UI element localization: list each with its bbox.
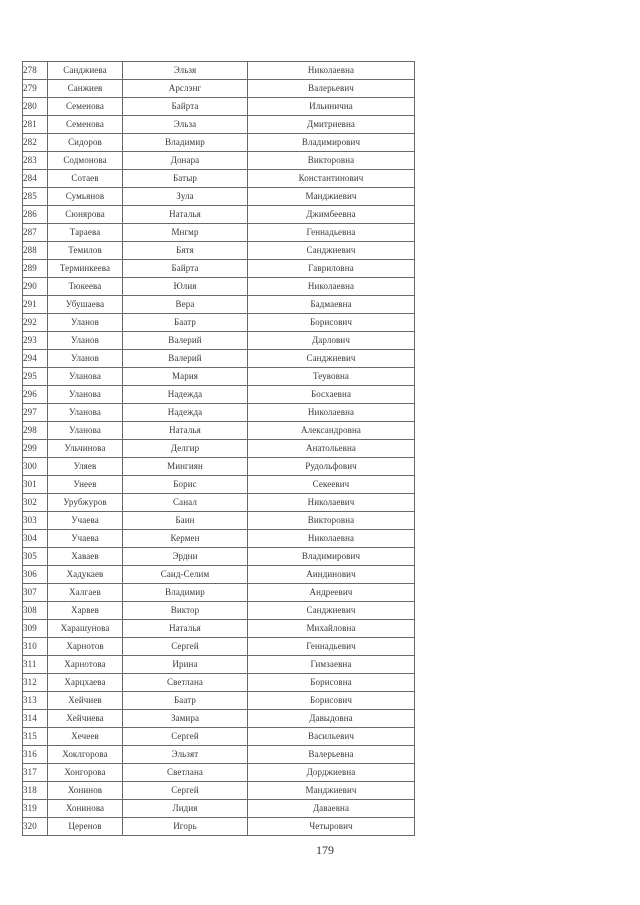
first-name-cell: Сергей [123,638,248,656]
table-row [23,476,415,494]
surname-cell: Содмонова [48,152,123,170]
surname-cell: Уланов [48,350,123,368]
patronymic-cell: Николаевна [248,62,415,80]
table-row [23,134,415,152]
row-number: 305 [23,548,48,566]
first-name-cell: Лидия [123,800,248,818]
surname-cell: Ульчинова [48,440,123,458]
patronymic-cell: Давыдовна [248,710,415,728]
patronymic-cell: Манджиевич [248,188,415,206]
surname-cell: Сидоров [48,134,123,152]
patronymic-cell: Викторовна [248,512,415,530]
first-name-cell: Байрта [123,260,248,278]
first-name-cell: Надежда [123,386,248,404]
first-name-cell: Юлия [123,278,248,296]
table-row [23,404,415,422]
patronymic-cell: Гимзаевна [248,656,415,674]
patronymic-cell: Андреевич [248,584,415,602]
surname-cell: Уланова [48,422,123,440]
table-row [23,314,415,332]
first-name-cell: Баин [123,512,248,530]
patronymic-cell: Санджиевич [248,242,415,260]
row-number: 311 [23,656,48,674]
surname-cell: Уланов [48,314,123,332]
patronymic-cell: Гавриловна [248,260,415,278]
patronymic-cell: Николаевна [248,278,415,296]
row-number: 314 [23,710,48,728]
first-name-cell: Эльзя [123,62,248,80]
patronymic-cell: Александровна [248,422,415,440]
table-row [23,728,415,746]
surname-cell: Харнотов [48,638,123,656]
table-row [23,188,415,206]
surname-cell: Хаваев [48,548,123,566]
table-row [23,242,415,260]
row-number: 297 [23,404,48,422]
first-name-cell: Замира [123,710,248,728]
patronymic-cell: Босхаевна [248,386,415,404]
row-number: 283 [23,152,48,170]
table-row [23,350,415,368]
first-name-cell: Байрта [123,98,248,116]
first-name-cell: Эльзят [123,746,248,764]
patronymic-cell: Ильинична [248,98,415,116]
first-name-cell: Наталья [123,422,248,440]
row-number: 298 [23,422,48,440]
patronymic-cell: Джимбеевна [248,206,415,224]
surname-cell: Хонгорова [48,764,123,782]
row-number: 303 [23,512,48,530]
table-row [23,98,415,116]
table-row [23,566,415,584]
first-name-cell: Борис [123,476,248,494]
row-number: 313 [23,692,48,710]
surname-cell: Урубжуров [48,494,123,512]
row-number: 281 [23,116,48,134]
table-row [23,62,415,80]
row-number: 301 [23,476,48,494]
row-number: 299 [23,440,48,458]
roster-table-body [23,62,415,836]
patronymic-cell: Николаевна [248,530,415,548]
patronymic-cell: Михайловна [248,620,415,638]
first-name-cell: Виктор [123,602,248,620]
table-row [23,386,415,404]
surname-cell: Церенов [48,818,123,836]
patronymic-cell: Владимирович [248,134,415,152]
surname-cell: Темилов [48,242,123,260]
row-number: 295 [23,368,48,386]
table-row [23,602,415,620]
surname-cell: Унеев [48,476,123,494]
patronymic-cell: Валерьевич [248,80,415,98]
first-name-cell: Эрдни [123,548,248,566]
surname-cell: Сотаев [48,170,123,188]
first-name-cell: Мнгмр [123,224,248,242]
row-number: 307 [23,584,48,602]
table-row [23,80,415,98]
row-number: 284 [23,170,48,188]
table-row [23,620,415,638]
row-number: 292 [23,314,48,332]
first-name-cell: Ирина [123,656,248,674]
row-number: 291 [23,296,48,314]
table-row [23,260,415,278]
first-name-cell: Арслэнг [123,80,248,98]
first-name-cell: Делгир [123,440,248,458]
row-number: 316 [23,746,48,764]
row-number: 308 [23,602,48,620]
table-row [23,692,415,710]
patronymic-cell: Владимирович [248,548,415,566]
patronymic-cell: Борисович [248,692,415,710]
first-name-cell: Зула [123,188,248,206]
row-number: 304 [23,530,48,548]
first-name-cell: Владимир [123,584,248,602]
row-number: 278 [23,62,48,80]
surname-cell: Учаева [48,512,123,530]
surname-cell: Халгаев [48,584,123,602]
table-row [23,512,415,530]
patronymic-cell: Борисовна [248,674,415,692]
first-name-cell: Наталья [123,620,248,638]
first-name-cell: Владимир [123,134,248,152]
surname-cell: Уланов [48,332,123,350]
row-number: 315 [23,728,48,746]
first-name-cell: Кермен [123,530,248,548]
patronymic-cell: Санджиевич [248,602,415,620]
table-row [23,458,415,476]
table-row [23,224,415,242]
surname-cell: Терминкеева [48,260,123,278]
patronymic-cell: Николаевич [248,494,415,512]
table-row [23,656,415,674]
row-number: 286 [23,206,48,224]
row-number: 310 [23,638,48,656]
patronymic-cell: Аиндинович [248,566,415,584]
table-row [23,422,415,440]
patronymic-cell: Васильевич [248,728,415,746]
roster-table [22,61,415,836]
table-row [23,782,415,800]
table-row [23,638,415,656]
table-row [23,674,415,692]
surname-cell: Хейчиев [48,692,123,710]
surname-cell: Хоклгорова [48,746,123,764]
table-row [23,746,415,764]
table-row [23,584,415,602]
first-name-cell: Светлана [123,764,248,782]
patronymic-cell: Манджиевич [248,782,415,800]
table-row [23,170,415,188]
first-name-cell: Сергей [123,782,248,800]
patronymic-cell: Дорджиевна [248,764,415,782]
row-number: 279 [23,80,48,98]
surname-cell: Учаева [48,530,123,548]
patronymic-cell: Теувовна [248,368,415,386]
surname-cell: Семенова [48,116,123,134]
row-number: 312 [23,674,48,692]
row-number: 319 [23,800,48,818]
table-row [23,296,415,314]
patronymic-cell: Дмитриевна [248,116,415,134]
surname-cell: Хонинов [48,782,123,800]
patronymic-cell: Секеевич [248,476,415,494]
row-number: 300 [23,458,48,476]
surname-cell: Санжиев [48,80,123,98]
first-name-cell: Валерий [123,332,248,350]
patronymic-cell: Четырович [248,818,415,836]
surname-cell: Сумьянов [48,188,123,206]
table-row [23,800,415,818]
surname-cell: Уляев [48,458,123,476]
surname-cell: Хадукаев [48,566,123,584]
patronymic-cell: Даваевна [248,800,415,818]
table-row [23,818,415,836]
row-number: 306 [23,566,48,584]
patronymic-cell: Геннадьевич [248,638,415,656]
surname-cell: Уланова [48,404,123,422]
row-number: 287 [23,224,48,242]
row-number: 280 [23,98,48,116]
first-name-cell: Мария [123,368,248,386]
patronymic-cell: Валерьевна [248,746,415,764]
table-row [23,764,415,782]
patronymic-cell: Рудольфович [248,458,415,476]
surname-cell: Харцхаева [48,674,123,692]
patronymic-cell: Геннадьевна [248,224,415,242]
row-number: 282 [23,134,48,152]
first-name-cell: Светлана [123,674,248,692]
patronymic-cell: Николаевна [248,404,415,422]
table-row [23,278,415,296]
surname-cell: Семенова [48,98,123,116]
table-row [23,206,415,224]
row-number: 318 [23,782,48,800]
table-row [23,152,415,170]
first-name-cell: Баатр [123,692,248,710]
patronymic-cell: Санджиевич [248,350,415,368]
first-name-cell: Наталья [123,206,248,224]
first-name-cell: Игорь [123,818,248,836]
surname-cell: Харашунова [48,620,123,638]
table-row [23,116,415,134]
surname-cell: Уланова [48,386,123,404]
patronymic-cell: Анатольевна [248,440,415,458]
row-number: 302 [23,494,48,512]
first-name-cell: Санал [123,494,248,512]
surname-cell: Сюнярова [48,206,123,224]
first-name-cell: Валерий [123,350,248,368]
first-name-cell: Надежда [123,404,248,422]
row-number: 309 [23,620,48,638]
first-name-cell: Вера [123,296,248,314]
surname-cell: Тараева [48,224,123,242]
surname-cell: Санджиева [48,62,123,80]
surname-cell: Тюкеева [48,278,123,296]
row-number: 294 [23,350,48,368]
first-name-cell: Донара [123,152,248,170]
table-row [23,548,415,566]
row-number: 320 [23,818,48,836]
first-name-cell: Бятя [123,242,248,260]
surname-cell: Харнотова [48,656,123,674]
table-row [23,332,415,350]
row-number: 296 [23,386,48,404]
patronymic-cell: Дарлович [248,332,415,350]
table-row [23,368,415,386]
row-number: 285 [23,188,48,206]
first-name-cell: Батыр [123,170,248,188]
table-row [23,710,415,728]
patronymic-cell: Константинович [248,170,415,188]
row-number: 289 [23,260,48,278]
surname-cell: Уланова [48,368,123,386]
table-row [23,440,415,458]
surname-cell: Хейчиева [48,710,123,728]
first-name-cell: Мингиян [123,458,248,476]
row-number: 317 [23,764,48,782]
surname-cell: Хечеев [48,728,123,746]
first-name-cell: Сергей [123,728,248,746]
page-number: 179 [316,843,334,857]
table-row [23,530,415,548]
surname-cell: Хонинова [48,800,123,818]
row-number: 290 [23,278,48,296]
patronymic-cell: Бадмаевна [248,296,415,314]
row-number: 288 [23,242,48,260]
table-row [23,494,415,512]
row-number: 293 [23,332,48,350]
patronymic-cell: Борисович [248,314,415,332]
surname-cell: Убушаева [48,296,123,314]
first-name-cell: Саид-Селим [123,566,248,584]
first-name-cell: Баатр [123,314,248,332]
first-name-cell: Эльза [123,116,248,134]
surname-cell: Харвев [48,602,123,620]
patronymic-cell: Викторовна [248,152,415,170]
